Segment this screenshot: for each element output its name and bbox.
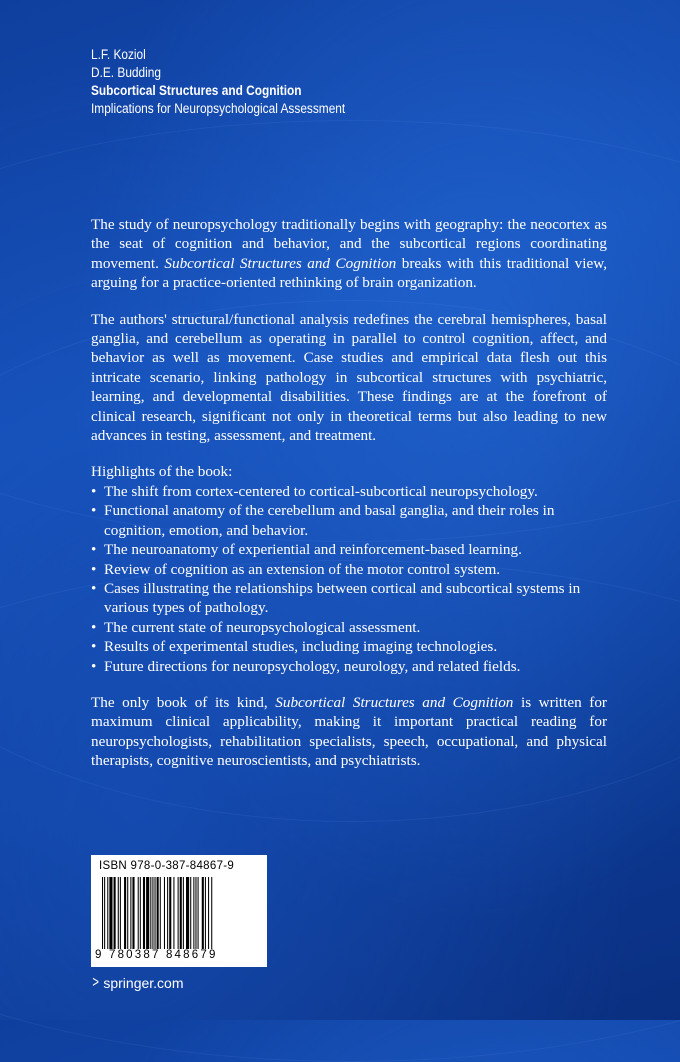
barcode-bar [193, 877, 194, 949]
barcode-bar [102, 877, 103, 949]
barcode-bar [124, 877, 126, 949]
barcode-bar [202, 877, 204, 949]
blurb-paragraph: The authors' structural/functional analysis redefines the cerebral hemispheres, basal ganglia, and cerebellum as operating in parallel to control cognition, affect, and behavior as well as movement. Case studies and empirical data flesh out this intricate scenario, linking pathology in subcortical structures with psychiatric, learning, and developmental disabilities. These findings are at the forefront of clinical research, significant not only in theoretical terms but also leading to new advances in testing, assessment, and treatment. [91, 310, 607, 445]
barcode-bar [143, 877, 145, 949]
barcode-bar [155, 877, 156, 949]
barcode-bar [152, 877, 153, 949]
barcode-bar [120, 877, 121, 949]
barcode-bar [140, 877, 141, 949]
chevron-right-icon: > [92, 974, 99, 991]
author-name: L.F. Koziol [91, 47, 146, 62]
list-item: • Future directions for neuropsychology, neurology, and related fields. [91, 657, 607, 676]
barcode-bar [186, 877, 189, 949]
author-name: D.E. Budding [91, 65, 162, 80]
barcode-bar [167, 877, 168, 949]
barcode-bar [173, 877, 174, 949]
blurb [91, 215, 607, 788]
isbn-barcode [91, 855, 267, 967]
publisher-link[interactable] [91, 975, 184, 991]
barcode-bar [211, 877, 212, 949]
list-item: • Functional anatomy of the cerebellum and basal ganglia, and their roles in cognition, emotion, and behavior. [91, 501, 607, 540]
barcode-bar [178, 877, 179, 949]
barcode-bar [183, 877, 184, 949]
barcode-bar [150, 877, 151, 949]
barcode-bar [160, 877, 161, 949]
book-title: Subcortical Structures and Cognition [91, 83, 302, 98]
barcode-bar [180, 877, 182, 949]
barcode-bar [205, 877, 206, 949]
list-item: • Cases illustrating the relationships between cortical and subcortical systems in various types of pathology. [91, 579, 607, 618]
book-subtitle: Implications for Neuropsychological Assessment [91, 101, 346, 116]
barcode-bar [198, 877, 199, 949]
barcode-bar [132, 877, 134, 949]
list-item: • Results of experimental studies, including imaging technologies. [91, 637, 607, 656]
isbn-label: ISBN 978-0-387-84867-9 [99, 860, 235, 872]
barcode-bar [104, 877, 105, 949]
barcode-bar [114, 877, 116, 949]
barcode-bar [130, 877, 131, 949]
publisher-url: springer.com [103, 975, 184, 991]
barcode-bar [164, 877, 165, 949]
barcode-bar [190, 877, 191, 949]
blurb-paragraph: The only book of its kind, Subcortical Structures and Cognition is written for maximum clinical applicability, making it important practical reading for neuropsychologists, rehabilitation specialists, speech, occupational, and physical therapists, cognitive neuroscientists, and psychiatrists. [91, 693, 607, 770]
barcode-bars [100, 877, 258, 949]
barcode-bar [208, 877, 209, 949]
barcode-bar [169, 877, 171, 949]
barcode-bar [109, 877, 112, 949]
barcode-digits: 9 780387 848679 [95, 949, 218, 961]
list-item: • The neuroanatomy of experiential and reinforcement-based learning. [91, 540, 607, 559]
barcode-bar [107, 877, 108, 949]
blurb-paragraph: The study of neuropsychology traditionally begins with geography: the neocortex as the seat of cognition and behavior, and the subcortical regions coordinating movement. Subcortical Structures and Cognition breaks with this traditional view, arguing for a practice-oriented rethinking of brain organization. [91, 216, 607, 292]
barcode-bar [127, 877, 128, 949]
barcode-bar [118, 877, 119, 949]
list-item: • Review of cognition as an extension of the motor control system. [91, 560, 607, 579]
barcode-bar [146, 877, 149, 949]
highlights-list [91, 482, 607, 676]
barcode-bar [138, 877, 139, 949]
list-item: • The shift from cortex-centered to cortical-subcortical neuropsychology. [91, 482, 607, 501]
cover-header [91, 46, 345, 118]
list-item: • The current state of neuropsychological assessment. [91, 618, 607, 637]
barcode-bar [195, 877, 196, 949]
barcode-bar [157, 877, 159, 949]
highlights-title: Highlights of the book: [91, 463, 233, 481]
